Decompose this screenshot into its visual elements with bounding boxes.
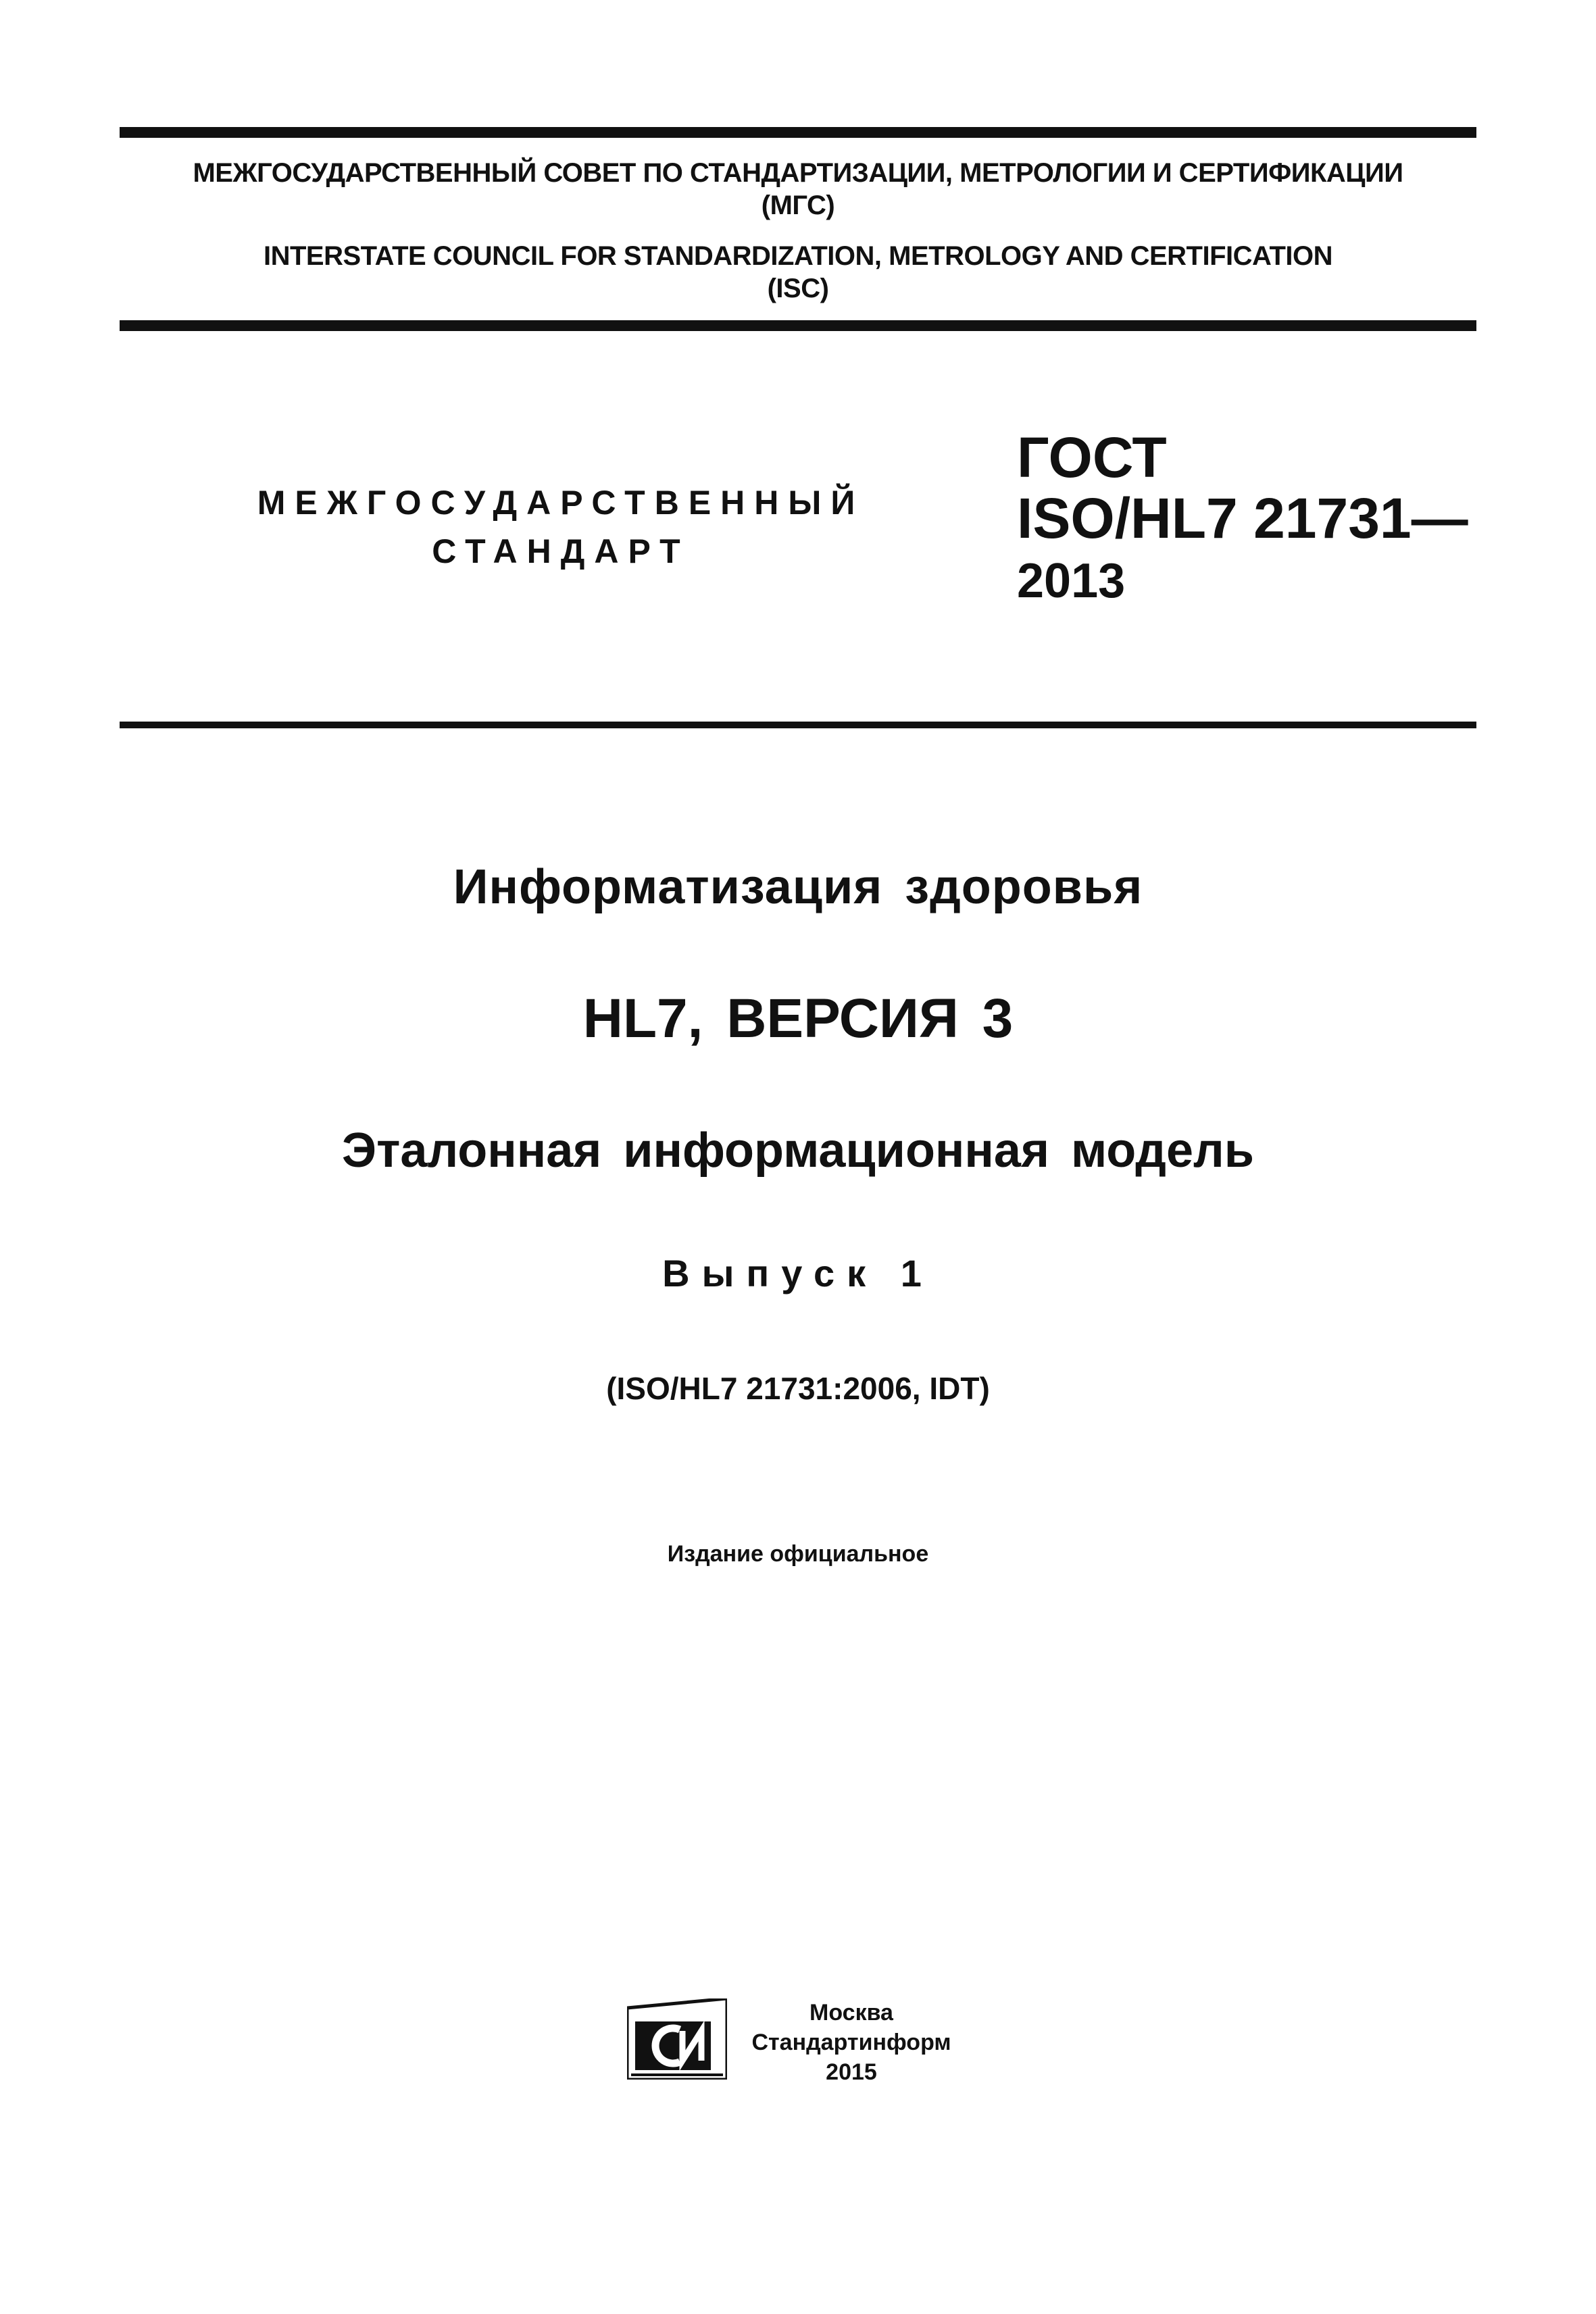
designation-rule bbox=[120, 722, 1476, 728]
standard-type bbox=[257, 478, 865, 576]
council-en-abbr: (ISC) bbox=[767, 274, 829, 303]
designation-number: ISO/HL7 21731— bbox=[1017, 486, 1468, 550]
council-ru-name: МЕЖГОСУДАРСТВЕННЫЙ СОВЕТ ПО СТАНДАРТИЗАЦИИ, МЕТРОЛОГИИ И СЕРТИФИКАЦИИ bbox=[193, 158, 1403, 188]
publisher-city: Москва bbox=[809, 2000, 893, 2026]
publisher-block bbox=[743, 1998, 959, 2087]
document-issue: Выпуск 1 bbox=[662, 1252, 934, 1294]
publisher-name: Стандартинформ bbox=[751, 2030, 951, 2055]
publisher-year: 2015 bbox=[826, 2059, 877, 2085]
designation-year: 2013 bbox=[1017, 554, 1126, 608]
document-title: Информатизация здоровья bbox=[453, 860, 1143, 914]
council-ru bbox=[120, 157, 1476, 222]
top-rule bbox=[120, 127, 1476, 138]
edition-label: Издание официальное bbox=[667, 1541, 929, 1567]
header-bottom-rule bbox=[120, 320, 1476, 331]
standard-type-line2: СТАНДАРТ bbox=[432, 532, 690, 570]
designation-prefix: ГОСТ bbox=[1017, 426, 1167, 489]
council-ru-abbr: (МГС) bbox=[761, 191, 835, 220]
document-version: HL7, ВЕРСИЯ 3 bbox=[582, 988, 1014, 1049]
standard-designation bbox=[1017, 427, 1476, 613]
standard-type-line1: МЕЖГОСУДАРСТВЕННЫЙ bbox=[257, 484, 865, 522]
document-reference: (ISO/HL7 21731:2006, IDT) bbox=[606, 1371, 990, 1406]
council-en bbox=[120, 240, 1476, 305]
document-subtitle: Эталонная информационная модель bbox=[341, 1124, 1255, 1178]
standartinform-logo-icon bbox=[627, 1998, 727, 2080]
council-en-name: INTERSTATE COUNCIL FOR STANDARDIZATION, METROLOGY AND CERTIFICATION bbox=[264, 241, 1332, 271]
